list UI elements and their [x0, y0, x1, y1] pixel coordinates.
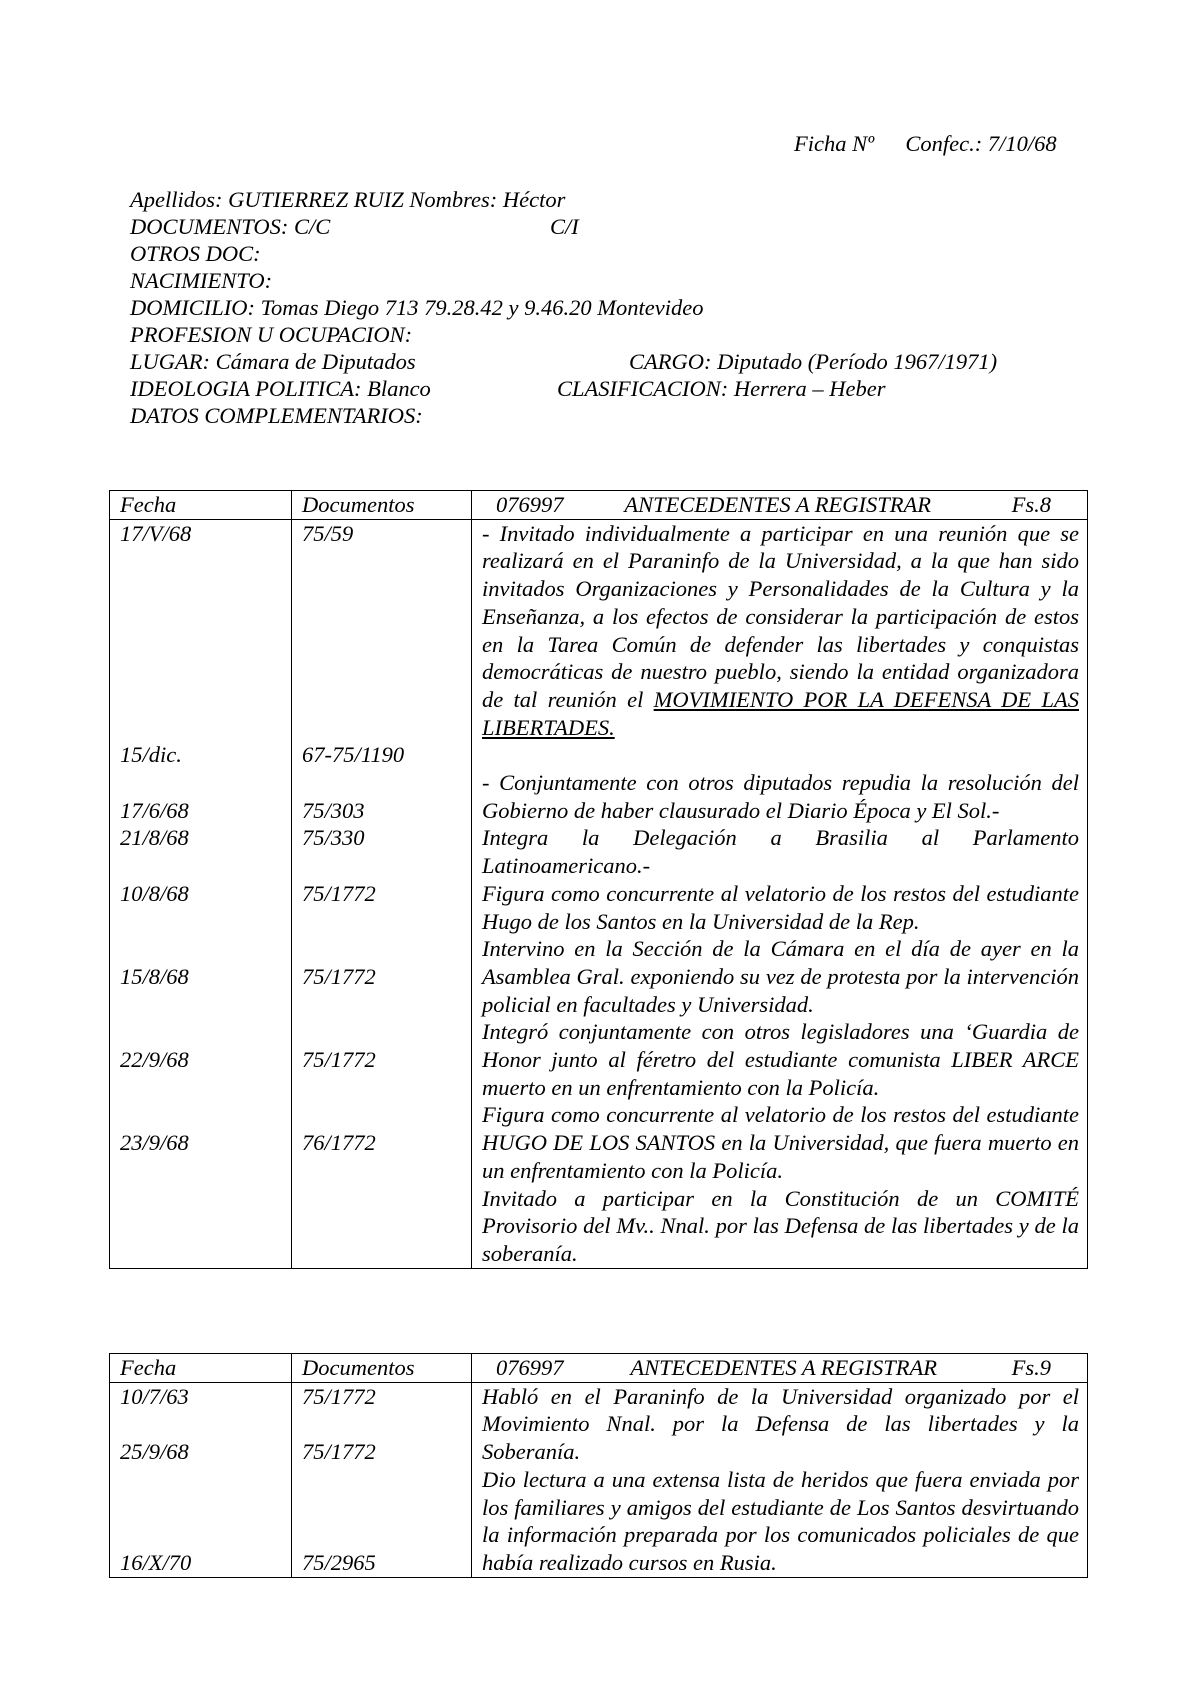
col-header-antecedentes	[472, 1354, 1088, 1383]
fecha-cell	[120, 935, 283, 963]
antecedentes-table-fs8	[109, 490, 1088, 1269]
fecha-cell	[120, 686, 283, 714]
fecha-cell	[120, 852, 283, 880]
documento-cell: 75/1772	[302, 963, 376, 989]
otros-doc: OTROS DOC:	[130, 241, 261, 266]
documento-cell	[302, 658, 463, 686]
fecha-cell	[120, 769, 283, 797]
fecha-cell	[120, 990, 283, 1018]
ficha-number-label: Ficha Nº	[794, 131, 875, 156]
documento-cell: 75/303	[302, 797, 365, 823]
entry-text: Invitado a participar en la Constitución de un COMITÉ Provisorio del Mv.. Nnal. por las Defensa de las libertades y de la soberanía.	[482, 1185, 1079, 1266]
table-header-row	[110, 491, 1088, 520]
fecha-cell	[120, 547, 283, 575]
fecha-cell: 10/8/68	[120, 880, 189, 906]
documento-cell	[302, 1184, 463, 1212]
documento-cell: 75/2965	[302, 1549, 376, 1575]
fecha-column	[110, 1382, 292, 1577]
clasificacion: CLASIFICACION: Herrera – Heber	[557, 376, 886, 401]
table-row	[110, 1382, 1088, 1577]
documento-cell	[302, 603, 463, 631]
fecha-cell: 21/8/68	[120, 825, 189, 851]
fecha-cell	[120, 1073, 283, 1101]
documento-cell	[302, 1410, 463, 1438]
fecha-cell	[120, 1212, 283, 1240]
entries-column	[472, 519, 1088, 1268]
fecha-cell	[120, 658, 283, 686]
documentos-cc: DOCUMENTOS: C/C	[130, 214, 331, 239]
documento-cell	[302, 1101, 463, 1129]
domicilio: DOMICILIO: Tomas Diego 713 79.28.42 y 9.46.20 Montevideo	[130, 295, 704, 320]
fecha-cell	[120, 1184, 283, 1212]
fecha-cell: 22/9/68	[120, 1046, 189, 1072]
documento-cell	[302, 714, 463, 742]
documento-cell: 75/1772	[302, 1439, 376, 1465]
documento-cell	[302, 630, 463, 658]
documento-cell	[302, 1212, 463, 1240]
nacimiento: NACIMIENTO:	[130, 268, 273, 293]
fecha-cell: 25/9/68	[120, 1439, 189, 1465]
confec-date: Confec.: 7/10/68	[905, 131, 1057, 156]
fecha-column	[110, 519, 292, 1268]
documento-cell	[302, 1157, 463, 1185]
documentos-column	[292, 1382, 472, 1577]
documento-cell	[302, 547, 463, 575]
entry-text: Dio lectura a una extensa lista de heridos que fuera enviada por los familiares y amigos del estudiante de Los Santos desvirtuando la información preparada por los comunicados policiales de que había realizado cursos en Rusia.	[482, 1466, 1079, 1575]
documento-cell: 75/59	[302, 520, 354, 546]
fecha-cell	[120, 1521, 283, 1549]
cargo: CARGO: Diputado (Período 1967/1971)	[629, 349, 998, 374]
fecha-cell: 10/7/63	[120, 1383, 189, 1409]
fecha-cell: 15/8/68	[120, 963, 189, 989]
documento-cell	[302, 1466, 463, 1494]
ideologia-politica: IDEOLOGIA POLITICA: Blanco	[130, 376, 431, 401]
col-header-documentos: Documentos	[292, 1354, 472, 1383]
entry-text: Figura como concurrente al velatorio de los restos del estudiante HUGO DE LOS SANTOS en la Universidad, que fuera muerto en un enfrentamiento con la Policía.	[482, 1102, 1079, 1183]
documento-cell	[302, 575, 463, 603]
col-header-antecedentes	[472, 491, 1088, 520]
fecha-cell	[120, 714, 283, 742]
entry-text: Habló en el Paraninfo de la Universidad organizado por el Movimiento Nnal. por la Defensa de las libertades y la Soberanía.	[482, 1383, 1079, 1465]
ficha-label	[794, 130, 1057, 157]
documento-cell: 75/1772	[302, 1046, 376, 1072]
registry-code: 076997	[496, 492, 564, 517]
table-header-row	[110, 1354, 1088, 1383]
antecedentes-table-fs9	[109, 1353, 1088, 1578]
fecha-cell	[120, 575, 283, 603]
documento-cell: 67-75/1190	[302, 742, 405, 768]
apellidos-nombres: Apellidos: GUTIERREZ RUIZ Nombres: Héctor	[130, 187, 566, 212]
entry-text: Intervino en la Sección de la Cámara en el día de ayer en la Asamblea Gral. exponiendo su vez de protesta por la intervención policial en facultades y Universidad.	[482, 936, 1079, 1017]
profesion: PROFESION U OCUPACION:	[130, 322, 413, 347]
entry-text: Figura como concurrente al velatorio de los restos del estudiante Hugo de los Santos en la Universidad de la Rep.	[482, 880, 1079, 934]
documento-cell: 75/330	[302, 825, 365, 851]
fecha-cell	[120, 1466, 283, 1494]
fecha-cell	[120, 1101, 283, 1129]
underlined-org-name: MOVIMIENTO POR LA DEFENSA DE LAS LIBERTADES.	[482, 686, 1080, 740]
documentos-column	[292, 519, 472, 1268]
documento-cell	[302, 852, 463, 880]
antecedentes-title: ANTECEDENTES A REGISTRAR	[630, 1355, 938, 1380]
fecha-cell	[120, 630, 283, 658]
datos-complementarios: DATOS COMPLEMENTARIOS:	[130, 403, 423, 428]
registry-code: 076997	[496, 1355, 564, 1380]
fecha-cell	[120, 1157, 283, 1185]
documento-cell: 75/1772	[302, 1383, 376, 1409]
fecha-cell	[120, 1410, 283, 1438]
entries-column	[472, 1382, 1088, 1577]
documento-cell	[302, 1493, 463, 1521]
fecha-cell	[120, 603, 283, 631]
documento-cell	[302, 907, 463, 935]
fecha-cell: 23/9/68	[120, 1129, 189, 1155]
fecha-cell: 17/6/68	[120, 797, 189, 823]
lugar: LUGAR: Cámara de Diputados	[130, 349, 416, 374]
entry-text: - Invitado individualmente a participar en una reunión que se realizará en el Paraninfo de la Universidad, a la que han sido invitados Organizaciones y Personalidades de la Cultura y la Enseñanza, a los efectos de considerar la participación de estos en la Tarea Común de defender las libertades y conquistas democráticas de nuestro pueblo, siendo la entidad organizadora de tal reunión el MOVIMIENTO POR LA DEFENSA DE LAS LIBERTADES.	[482, 520, 1080, 740]
fecha-cell: 17/V/68	[120, 520, 192, 546]
documento-cell	[302, 990, 463, 1018]
documento-cell: 76/1772	[302, 1129, 376, 1155]
fecha-cell	[120, 1493, 283, 1521]
fecha-cell: 16/X/70	[120, 1549, 192, 1575]
col-header-documentos: Documentos	[292, 491, 472, 520]
documento-cell	[302, 769, 463, 797]
documento-cell: 75/1772	[302, 880, 376, 906]
col-header-fecha: Fecha	[110, 491, 292, 520]
antecedentes-title: ANTECEDENTES A REGISTRAR	[624, 492, 932, 517]
entry-text: Integró conjuntamente con otros legisladores una ‘Guardia de Honor junto al féretro del estudiante comunista LIBER ARCE muerto en un enfrentamiento con la Policía.	[482, 1019, 1079, 1100]
fecha-cell: 15/dic.	[120, 742, 182, 768]
fecha-cell	[120, 907, 283, 935]
documento-cell	[302, 686, 463, 714]
documento-cell	[302, 1521, 463, 1549]
col-header-fecha: Fecha	[110, 1354, 292, 1383]
entry-text: - Conjuntamente con otros diputados repudia la resolución del Gobierno de haber clausurado el Diario Época y El Sol.-	[482, 770, 1079, 823]
documento-cell	[302, 935, 463, 963]
folio-number: Fs.9	[1011, 1355, 1051, 1380]
table-row	[110, 519, 1088, 1268]
documentos-ci: C/I	[550, 214, 579, 239]
documento-cell	[302, 1018, 463, 1046]
entry-text: Integra la Delegación a Brasilia al Parlamento Latinoamericano.-	[482, 825, 1079, 879]
folio-number: Fs.8	[1011, 492, 1051, 517]
documento-cell	[302, 1073, 463, 1101]
fecha-cell	[120, 1018, 283, 1046]
